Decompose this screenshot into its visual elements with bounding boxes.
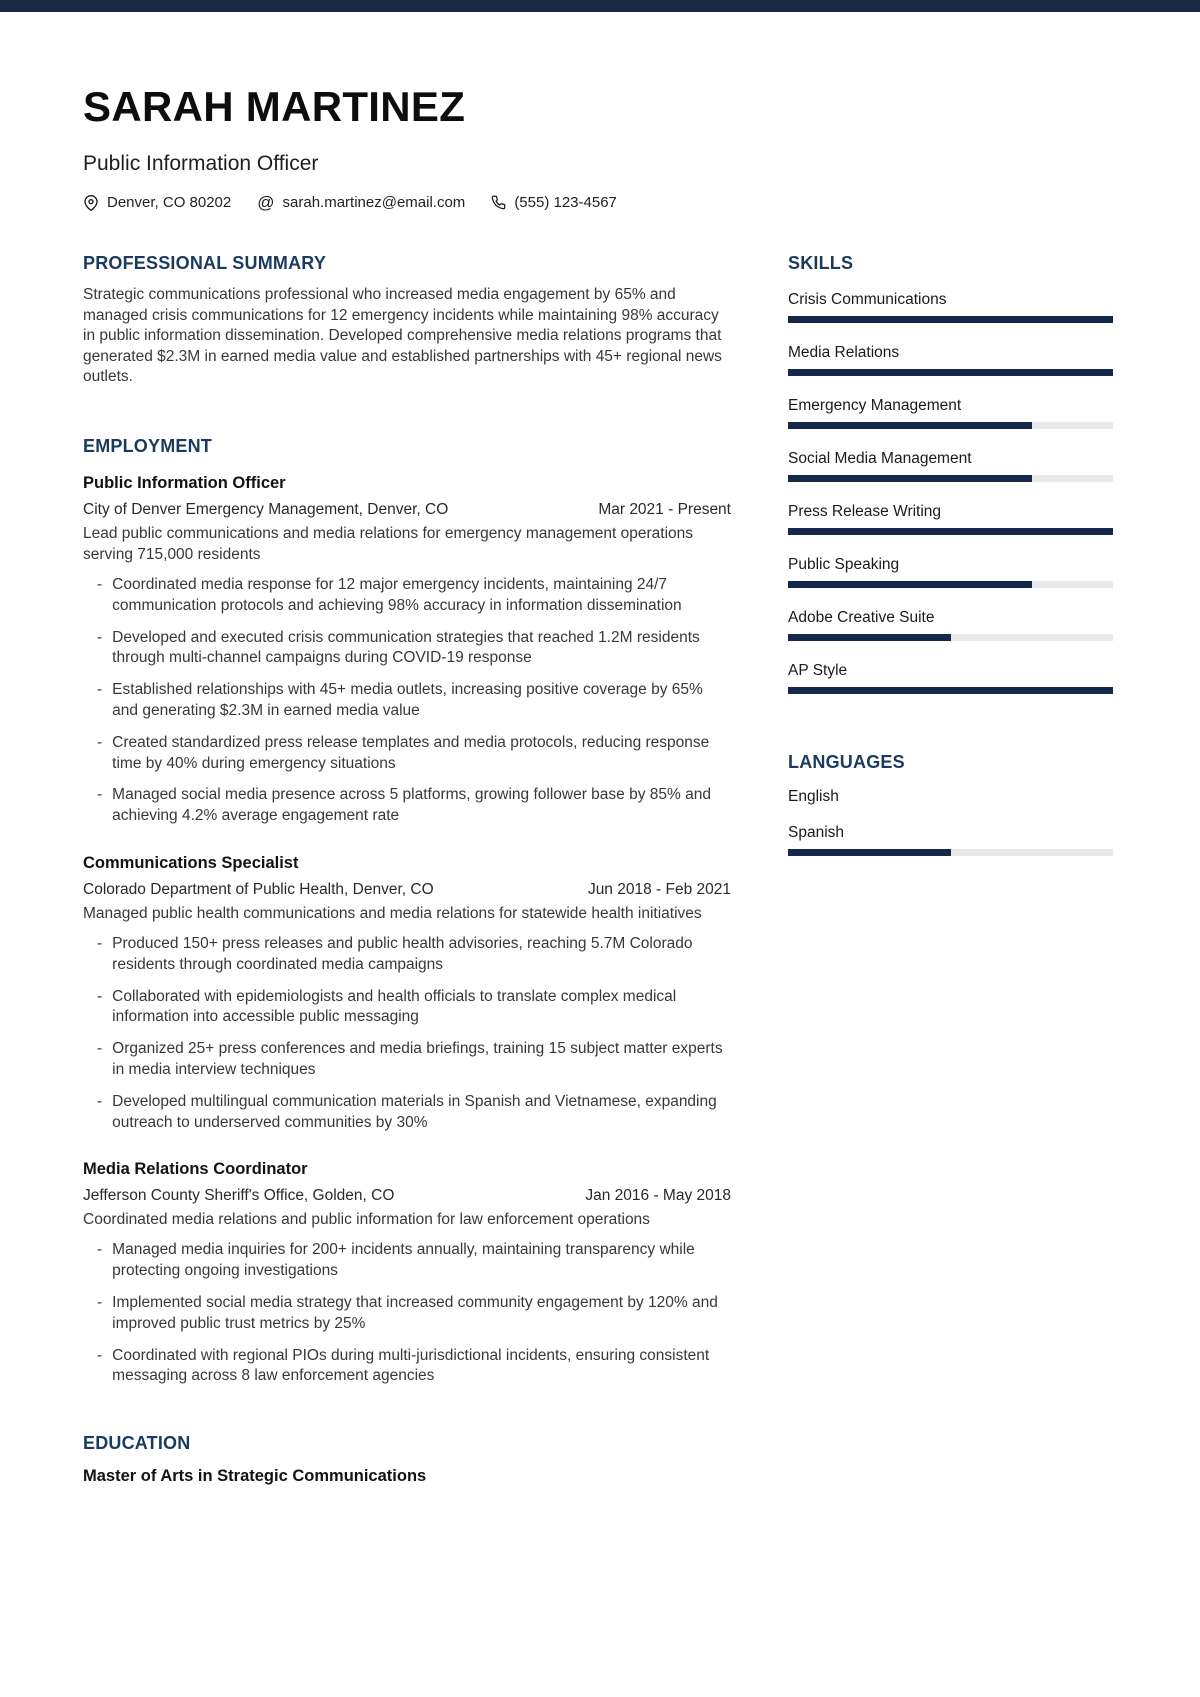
person-name: SARAH MARTINEZ — [83, 83, 466, 130]
job-bullets — [83, 1240, 731, 1387]
job-dates: Jan 2016 - May 2018 — [585, 1187, 731, 1205]
job-entry — [83, 853, 731, 1133]
job-bullet — [83, 785, 731, 827]
contact-email-text: sarah.martinez@email.com — [282, 194, 466, 211]
skill-item — [788, 343, 1113, 376]
person-job-title: Public Information Officer — [83, 152, 319, 175]
bullet-text: Collaborated with epidemiologists and health officials to translate complex medical information into accessible public messaging — [112, 987, 677, 1026]
job-company-row — [83, 499, 731, 520]
bullet-dash-marker: - — [97, 1293, 103, 1311]
job-bullet — [83, 1240, 731, 1282]
bullet-dash-marker: - — [97, 987, 103, 1005]
contact-location-text: Denver, CO 80202 — [107, 194, 232, 211]
sidebar-column — [788, 253, 1113, 856]
job-bullet — [83, 628, 731, 670]
bullet-text: Organized 25+ press conferences and media briefings, training 15 subject matter experts in media interview techniques — [112, 1040, 723, 1078]
contact-location — [83, 194, 231, 211]
skill-item-bar-track — [788, 475, 1113, 482]
skill-item-bar-track — [788, 316, 1113, 323]
job-bullet — [83, 987, 731, 1029]
skill-item-bar-fill — [788, 528, 1113, 535]
skill-item-label: Press Release Writing — [788, 503, 942, 520]
skill-item-label: AP Style — [788, 662, 848, 679]
bullet-dash-marker: - — [97, 934, 103, 952]
education-degree: Master of Arts in Strategic Communications — [83, 1467, 427, 1486]
skill-item-label: Emergency Management — [788, 397, 962, 414]
job-bullet — [83, 1346, 731, 1388]
skill-item-label: Social Media Management — [788, 450, 972, 467]
skill-item — [788, 290, 1113, 323]
job-bullets — [83, 934, 731, 1133]
job-description: Managed public health communications and media relations for statewide health initiatives — [83, 904, 702, 922]
skill-item-bar-fill — [788, 369, 1113, 376]
bullet-text: Coordinated with regional PIOs during multi-jurisdictional incidents, ensuring consistent messaging across 8 law enforcement agencies — [112, 1346, 710, 1385]
job-dates: Jun 2018 - Feb 2021 — [587, 880, 731, 898]
skill-item-bar-track — [788, 581, 1113, 588]
contact-row — [83, 194, 1113, 211]
job-company-row — [83, 879, 731, 900]
bullet-dash-marker: - — [97, 681, 103, 699]
job-title: Communications Specialist — [83, 853, 299, 872]
bullet-dash-marker: - — [97, 733, 103, 751]
skill-item — [788, 608, 1113, 641]
summary-section — [83, 253, 731, 388]
bullet-text: Established relationships with 45+ media outlets, increasing positive coverage by 65% and generating $2.3M in earned media value — [112, 681, 703, 719]
language-item-bar-track — [788, 849, 1113, 856]
skills-section — [788, 253, 1113, 694]
job-bullet — [83, 733, 731, 775]
skill-item — [788, 449, 1113, 482]
bullet-text: Coordinated media response for 12 major emergency incidents, maintaining 24/7 communication protocols and achieving 98% accuracy in information dissemination — [112, 575, 682, 614]
skill-item-bar-fill — [788, 634, 951, 641]
bullet-dash-marker: - — [97, 1346, 103, 1364]
jobs-list — [83, 473, 731, 1387]
job-company: Jefferson County Sheriff's Office, Golden, CO — [83, 1187, 395, 1205]
languages-section — [788, 752, 1113, 856]
language-item — [788, 823, 1113, 856]
bullet-text: Developed and executed crisis communication strategies that reached 1.2M residents through multi-channel campaigns during COVID-19 response — [112, 628, 700, 667]
bullet-text: Produced 150+ press releases and public health advisories, reaching 5.7M Colorado residents through coordinated media campaigns — [112, 934, 693, 973]
skills-list — [788, 290, 1113, 694]
skill-item-bar-fill — [788, 475, 1032, 482]
job-title: Media Relations Coordinator — [83, 1160, 308, 1179]
skill-item-bar-track — [788, 528, 1113, 535]
skill-item-bar-fill — [788, 581, 1032, 588]
skill-item-bar-fill — [788, 316, 1113, 323]
education-section — [83, 1433, 731, 1487]
language-item — [788, 787, 1113, 806]
job-bullets — [83, 575, 731, 827]
skills-heading: SKILLS — [788, 253, 854, 273]
skill-item-label: Public Speaking — [788, 556, 900, 573]
bullet-dash-marker: - — [97, 1241, 103, 1259]
bullet-text: Managed social media presence across 5 platforms, growing follower base by 85% and achieving 4.2% average engagement rate — [112, 786, 711, 825]
job-company: City of Denver Emergency Management, Denver, CO — [83, 500, 449, 518]
languages-list — [788, 787, 1113, 856]
bullet-dash-marker: - — [97, 628, 103, 646]
job-bullet — [83, 1092, 731, 1134]
skill-item-bar-fill — [788, 687, 1113, 694]
at-sign-icon: @ — [257, 192, 275, 212]
skill-item-bar-track — [788, 422, 1113, 429]
main-column — [83, 253, 731, 1487]
language-item-bar-fill — [788, 849, 951, 856]
skill-item-label: Media Relations — [788, 344, 900, 361]
job-company-row — [83, 1185, 731, 1206]
job-bullet — [83, 934, 731, 976]
skill-item-label: Adobe Creative Suite — [788, 609, 935, 626]
phone-icon — [491, 195, 506, 210]
resume-page — [0, 84, 1200, 1487]
skill-item-bar-track — [788, 687, 1113, 694]
languages-heading: LANGUAGES — [788, 752, 905, 772]
job-title: Public Information Officer — [83, 473, 286, 492]
content-columns — [83, 253, 1113, 1487]
contact-phone — [491, 194, 617, 211]
job-bullet — [83, 1039, 731, 1081]
skill-item — [788, 555, 1113, 588]
job-bullet — [83, 680, 731, 722]
bullet-dash-marker: - — [97, 786, 103, 804]
job-bullet — [83, 1293, 731, 1335]
employment-heading: EMPLOYMENT — [83, 435, 213, 456]
contact-email — [257, 194, 465, 211]
skill-item-bar-fill — [788, 422, 1032, 429]
top-accent-bar — [0, 0, 1200, 12]
bullet-text: Managed media inquiries for 200+ incidents annually, maintaining transparency while protecting ongoing investigations — [112, 1241, 695, 1280]
job-dates: Mar 2021 - Present — [598, 500, 731, 518]
skill-item-bar-track — [788, 634, 1113, 641]
bullet-text: Created standardized press release templates and media protocols, reducing response time by 40% during emergency situations — [112, 733, 710, 772]
job-entry — [83, 1159, 731, 1387]
bullet-text: Developed multilingual communication materials in Spanish and Vietnamese, expanding outreach to underserved communities by 30% — [112, 1092, 717, 1131]
location-pin-icon — [83, 195, 99, 211]
language-item-label: Spanish — [788, 824, 845, 841]
skill-item — [788, 502, 1113, 535]
education-heading: EDUCATION — [83, 1433, 191, 1454]
bullet-text: Implemented social media strategy that increased community engagement by 120% and improved public trust metrics by 25% — [112, 1293, 718, 1332]
job-description: Lead public communications and media relations for emergency management operations serving 715,000 residents — [83, 524, 694, 563]
job-bullet — [83, 575, 731, 617]
employment-section — [83, 436, 731, 1387]
skill-item-label: Crisis Communications — [788, 291, 947, 308]
summary-text: Strategic communications professional who increased media engagement by 65% and managed crisis communications for 12 emergency incidents while maintaining 98% accuracy in public information dissemination. Developed comprehensive media relations programs that generated $2.3M in earned media value and established partnerships with 45+ regional news outlets. — [83, 286, 722, 386]
skill-item — [788, 396, 1113, 429]
skill-item-bar-track — [788, 369, 1113, 376]
language-item-label: English — [788, 788, 839, 805]
job-company: Colorado Department of Public Health, Denver, CO — [83, 880, 434, 898]
contact-phone-text: (555) 123-4567 — [514, 194, 617, 211]
job-entry — [83, 473, 731, 827]
summary-heading: PROFESSIONAL SUMMARY — [83, 253, 327, 273]
bullet-dash-marker: - — [97, 1092, 103, 1110]
skill-item — [788, 661, 1113, 694]
bullet-dash-marker: - — [97, 1040, 103, 1058]
job-description: Coordinated media relations and public information for law enforcement operations — [83, 1211, 650, 1229]
bullet-dash-marker: - — [97, 575, 103, 593]
